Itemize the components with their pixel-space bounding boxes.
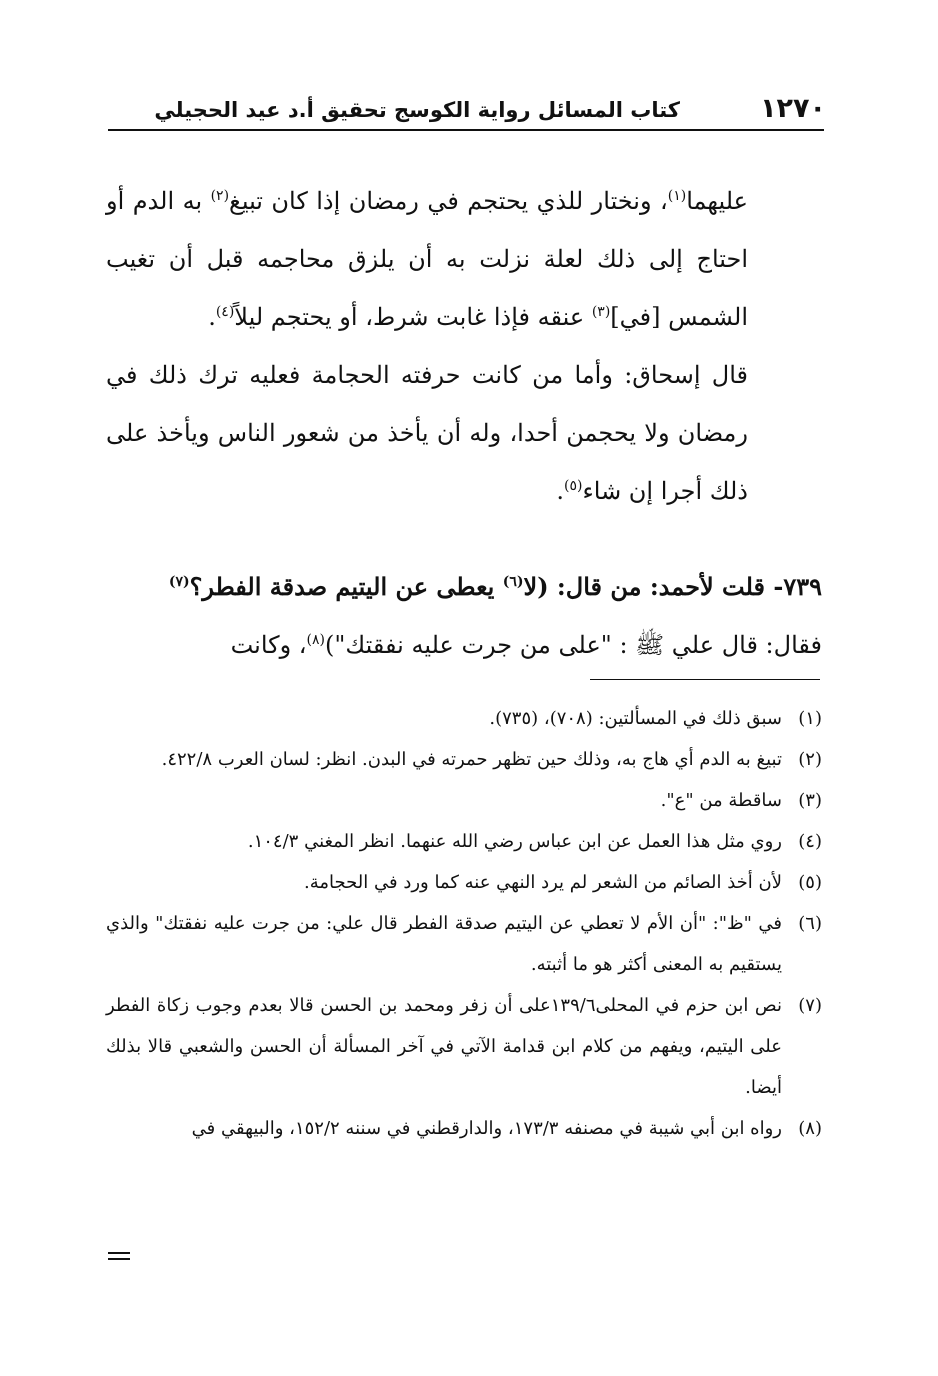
footnote-text: لأن أخذ الصائم من الشعر لم يرد النهي عنه كما ورد في الحجامة. [304,872,782,893]
page-number: ١٢٧٠ [760,93,826,124]
footnote-4 [106,821,822,862]
footnotes-list [106,698,822,1149]
footnote-ref-4[interactable]: (٤) [215,304,235,320]
footnote-ref-5[interactable]: (٥) [564,478,583,494]
footnote-number: (٨) [798,1118,822,1139]
footnote-number: (٢) [798,749,822,770]
footnote-ref-6[interactable]: (٦) [502,574,524,590]
footnote-text: نص ابن حزم في المحلى١٣٩/٦على أن زفر ومحمد بن الحسن قالا بعدم وجوب زكاة الفطر على اليتيم، ويفهم من كلام ابن قدامة الآتي في آخر المسألة أن الحسن والشعبي قالا بذلك أيضا. [106,995,782,1098]
footnote-text: رواه ابن أبي شيبة في مصنفه ١٧٣/٣، والدارقطني في سننه ١٥٢/٢، والبيهقي في [191,1118,782,1139]
footnote-number: (٥) [798,872,822,893]
footnote-number: (١) [798,708,822,729]
footnote-text: ساقطة من "ع". [660,790,782,811]
paragraph-text: . [556,477,564,505]
paragraph-text: عنقه فإذا غابت شرط، أو يحتجم ليلاً [234,303,592,331]
paragraph-text: قال إسحاق: وأما من كانت حرفته الحجامة فعليه ترك ذلك في رمضان ولا يحجمن أحدا، وله أن يأخذ من شعور الناس ويأخذ على ذلك أجرا إن شاء [106,361,748,505]
question-text: يعطى عن اليتيم صدقة الفطر؟ [189,572,503,601]
footnote-number: (٣) [798,790,822,811]
issue-answer [106,616,822,674]
footnote-5 [106,862,822,903]
footnote-3 [106,780,822,821]
issue-question [106,558,822,616]
running-header-title: كتاب المسائل رواية الكوسج تحقيق أ.د عيد الحجيلي [154,98,680,122]
footnote-text: سبق ذلك في المسألتين: (٧٠٨)، (٧٣٥). [489,708,782,729]
footnote-8 [106,1108,822,1149]
footnote-number: (٧) [798,995,822,1016]
paragraph-text: ، ونختار للذي يحتجم في رمضان إذا كان تبيغ [229,187,668,215]
footnote-ref-7[interactable]: (٧) [168,574,190,590]
footnote-ref-2[interactable]: (٢) [210,188,230,204]
footnote-7 [106,985,822,1108]
footnote-6 [106,903,822,985]
footnote-text: تبيغ به الدم أي هاج به، وذلك حين تظهر حمرته في البدن. انظر: لسان العرب ٤٢٢/٨. [161,749,782,770]
footnote-separator [590,679,820,680]
answer-text: فقال: قال علي ﷺ : "على من جرت عليه نفقتك") [325,631,822,659]
footnote-text: روي مثل هذا العمل عن ابن عباس رضي الله عنهما. انظر المغني ١٠٤/٣. [247,831,782,852]
footnote-2 [106,739,822,780]
main-text [106,172,748,520]
paragraph-text: به الدم أو احتاج إلى ذلك لعلة نزلت به أن يلزق محاجمه قبل أن تغيب الشمس [في] [106,187,748,331]
footnote-1 [106,698,822,739]
question-text: ٧٣٩- قلت لأحمد: من قال: (لا [523,572,822,601]
paragraph-text: عليهما [686,187,748,215]
answer-text: ، وكانت [230,631,307,659]
footnote-ref-1[interactable]: (١) [667,188,687,204]
continuation-mark [108,1252,130,1264]
footnote-number: (٦) [798,913,822,934]
footnote-number: (٤) [798,831,822,852]
footnote-ref-8[interactable]: (٨) [306,632,325,648]
paragraph-1 [106,172,748,346]
footnote-text: في "ظ": "أن الأم لا تعطي عن اليتيم صدقة الفطر قال علي: من جرت عليه نفقتك" والذي يستقيم به المعنى أكثر هو ما أثبته. [106,913,782,975]
issue-739 [106,558,822,674]
header-rule [108,129,824,131]
paragraph-2 [106,346,748,520]
footnote-ref-3[interactable]: (٣) [591,304,611,320]
paragraph-text: . [208,303,216,331]
